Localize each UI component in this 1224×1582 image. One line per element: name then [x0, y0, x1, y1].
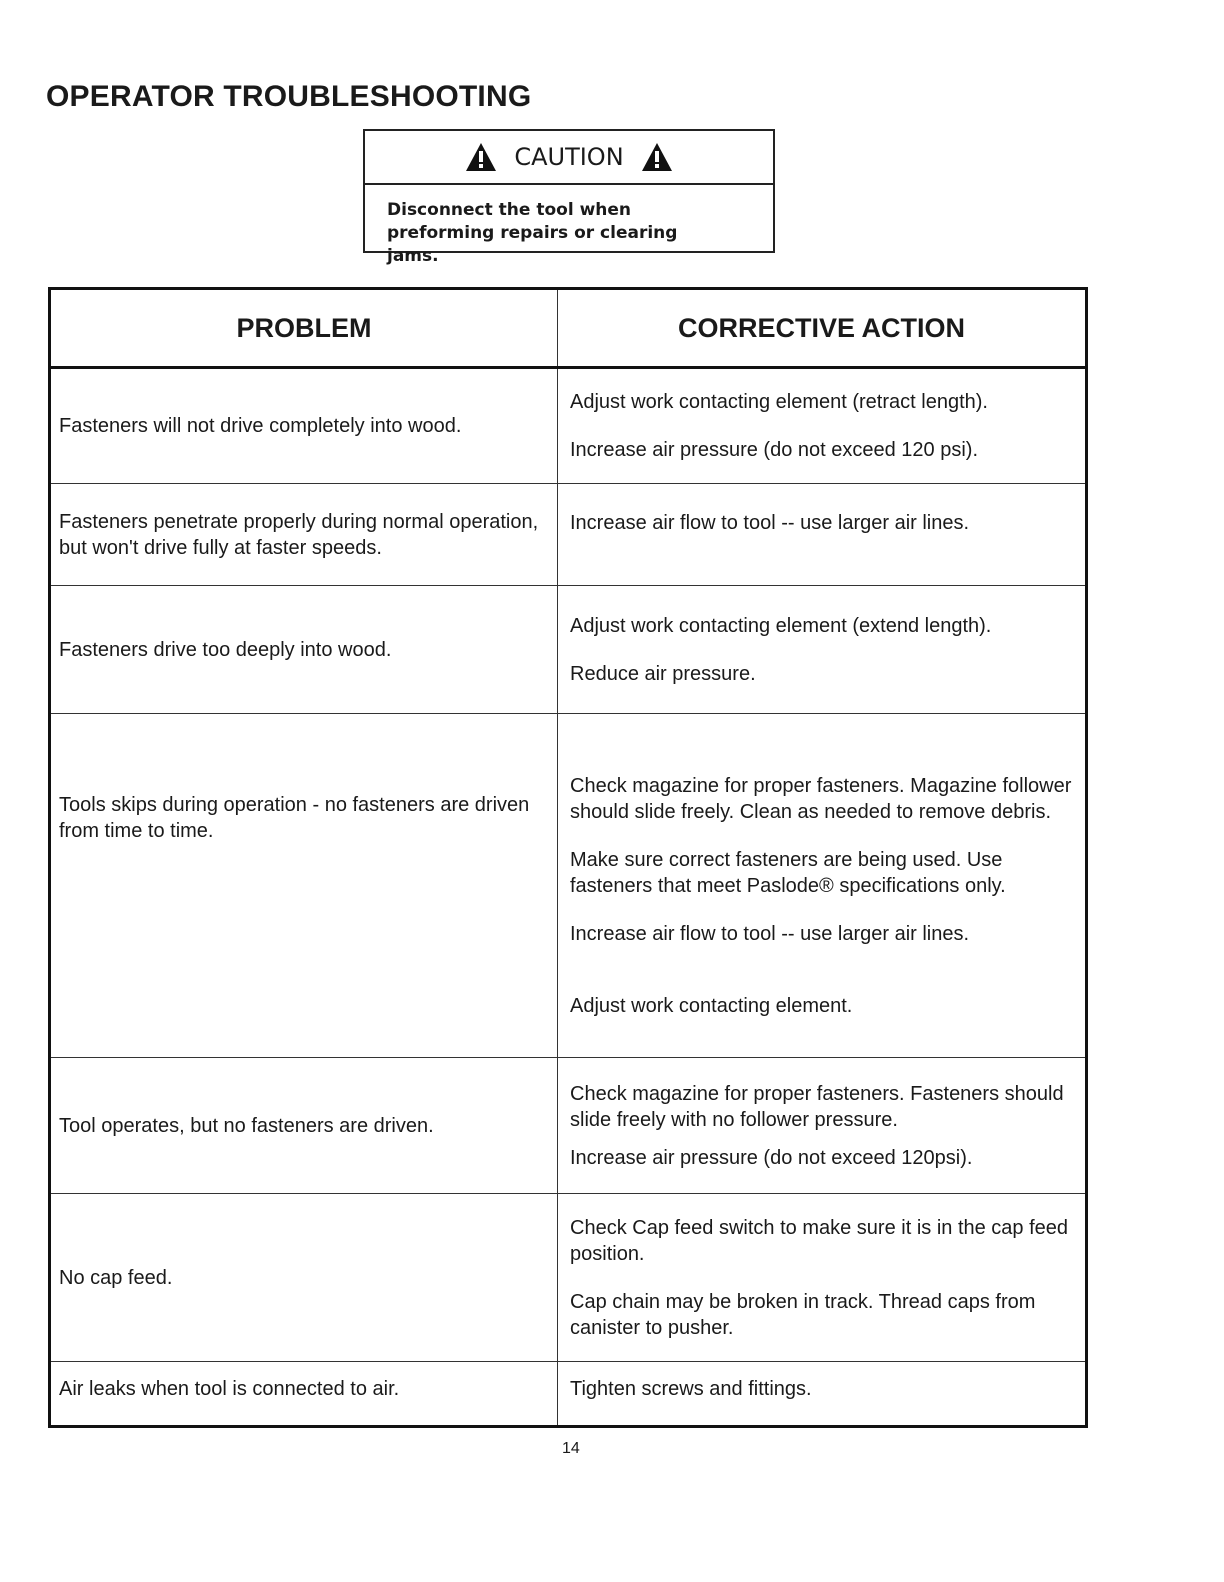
table-row	[50, 368, 1087, 484]
action-item: Adjust work contacting element.	[570, 994, 853, 1017]
problem-cell: Fasteners drive too deeply into wood.	[50, 586, 558, 714]
action-item: Increase air pressure (do not exceed 120psi).	[570, 1146, 973, 1169]
action-cell	[558, 1058, 1087, 1194]
action-item: Check magazine for proper fasteners. Fasteners should slide freely with no follower pressure.	[570, 1082, 1064, 1131]
warning-icon	[464, 141, 498, 173]
page-number: 14	[562, 1440, 580, 1457]
action-item: Reduce air pressure.	[570, 662, 756, 685]
action-cell	[558, 586, 1087, 714]
problem-cell: No cap feed.	[50, 1194, 558, 1362]
table-row	[50, 484, 1087, 586]
problem-cell: Tools skips during operation - no fasteners are driven from time to time.	[50, 714, 558, 1058]
table-row	[50, 586, 1087, 714]
action-cell	[558, 714, 1087, 1058]
action-cell	[558, 1362, 1087, 1427]
action-item: Tighten screws and fittings.	[570, 1378, 812, 1400]
problem-cell: Tool operates, but no fasteners are driven.	[50, 1058, 558, 1194]
troubleshooting-table	[48, 287, 1088, 1428]
caution-heading: CAUTION	[514, 143, 624, 171]
action-item: Adjust work contacting element (extend length).	[570, 614, 992, 637]
page-title: OPERATOR TROUBLESHOOTING	[46, 80, 532, 113]
problem-cell: Fasteners penetrate properly during normal operation, but won't drive fully at faster speeds.	[50, 484, 558, 586]
caution-header	[365, 131, 773, 185]
table-row	[50, 714, 1087, 1058]
caution-text: Disconnect the tool when preforming repairs or clearing jams.	[387, 200, 678, 266]
action-item: Check magazine for proper fasteners. Magazine follower should slide freely. Clean as needed to remove debris.	[570, 774, 1072, 823]
table-row	[50, 1194, 1087, 1362]
caution-box	[363, 129, 775, 266]
warning-icon	[640, 141, 674, 173]
action-item: Increase air flow to tool -- use larger air lines.	[570, 922, 970, 945]
table-header-row	[50, 289, 1087, 368]
problem-cell: Fasteners will not drive completely into wood.	[50, 368, 558, 484]
action-item: Adjust work contacting element (retract length).	[570, 391, 988, 413]
action-cell	[558, 1194, 1087, 1362]
table-row	[50, 1362, 1087, 1427]
action-item: Cap chain may be broken in track. Thread caps from canister to pusher.	[570, 1290, 1036, 1339]
action-item: Increase air pressure (do not exceed 120 psi).	[570, 439, 978, 461]
action-item: Check Cap feed switch to make sure it is in the cap feed position.	[570, 1216, 1069, 1265]
action-cell	[558, 368, 1087, 484]
problem-cell: Air leaks when tool is connected to air.	[50, 1362, 558, 1427]
action-cell	[558, 484, 1087, 586]
problem-column-header: PROBLEM	[50, 289, 558, 368]
action-item: Increase air flow to tool -- use larger air lines.	[570, 512, 970, 534]
action-column-header: CORRECTIVE ACTION	[558, 289, 1087, 368]
table-row	[50, 1058, 1087, 1194]
action-item: Make sure correct fasteners are being used. Use fasteners that meet Paslode® specifications only.	[570, 848, 1006, 897]
